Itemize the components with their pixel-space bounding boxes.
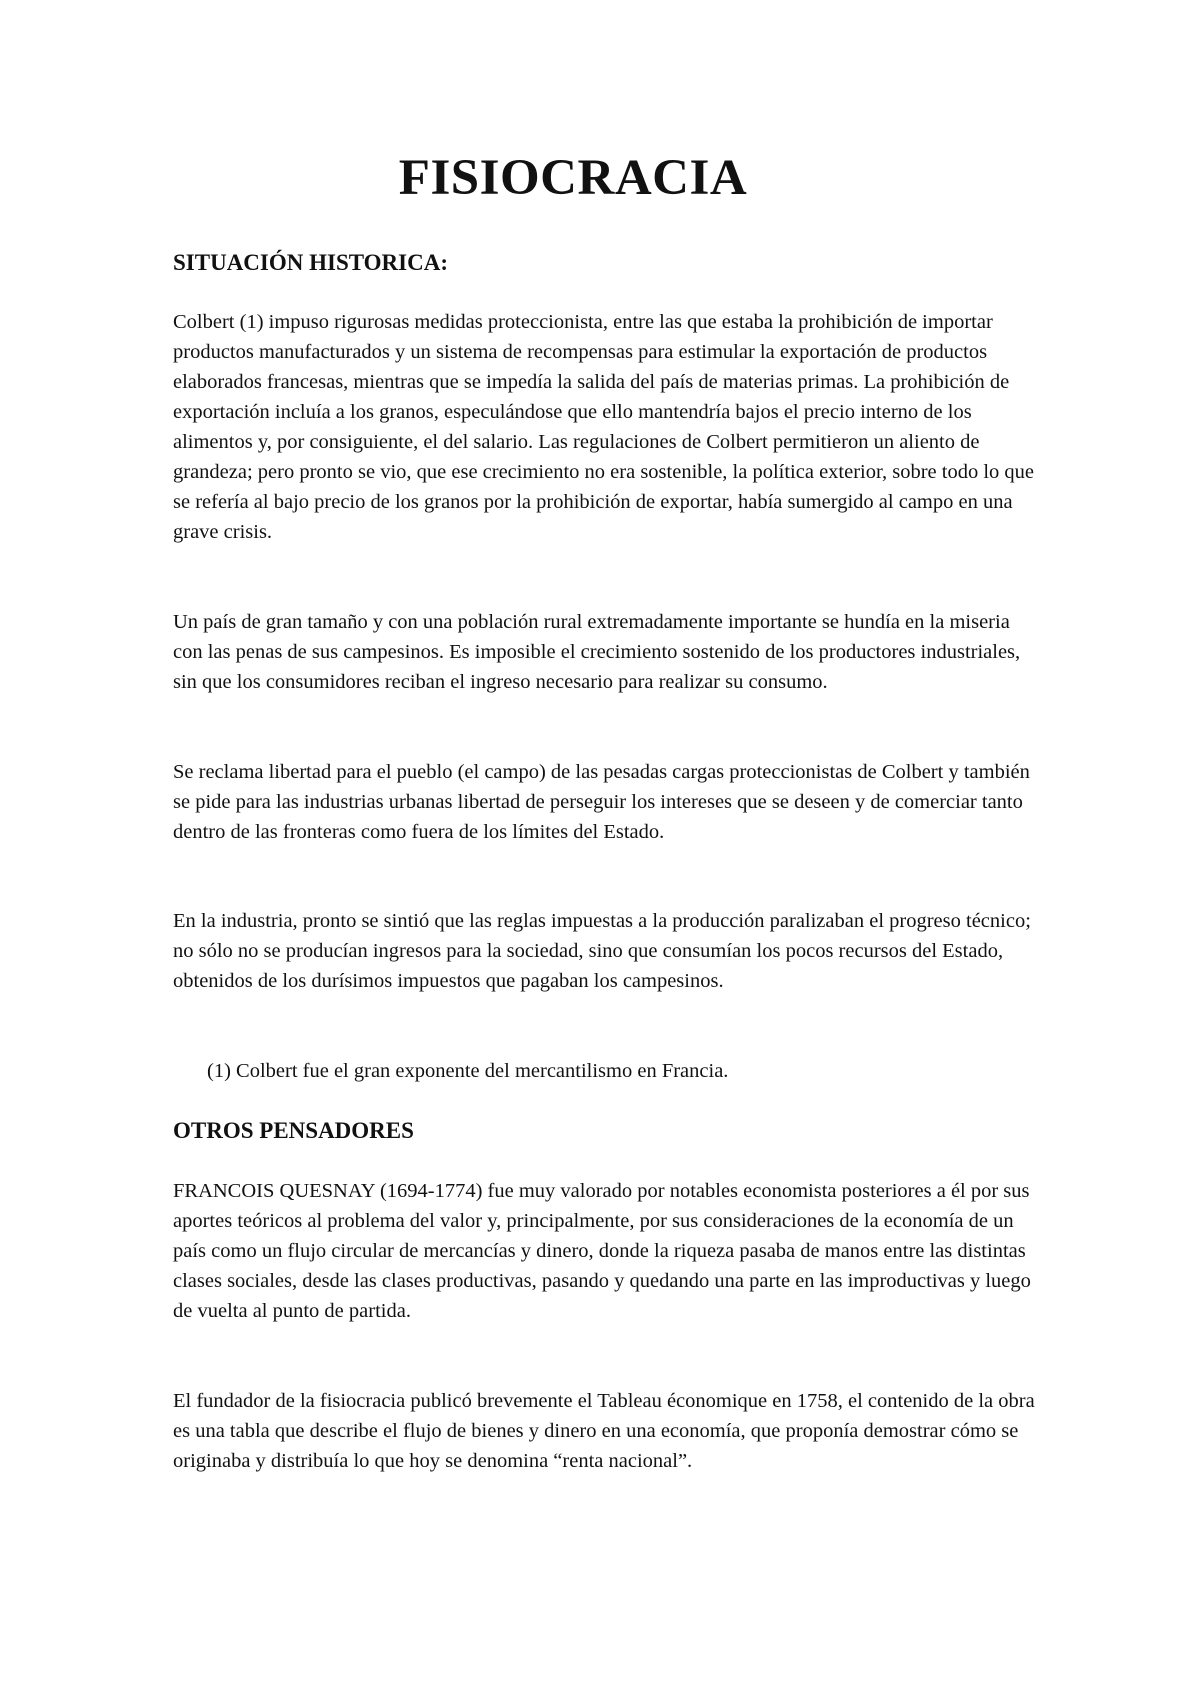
- paragraph: Se reclama libertad para el pueblo (el campo) de las pesadas cargas proteccionistas de Colbert y también se pide para las industrias urbanas libertad de perseguir los intereses que se deseen y de comerciar tanto dentro de las fronteras como fuera de los límites del Estado.: [173, 761, 1030, 843]
- paragraph: En la industria, pronto se sintió que las reglas impuestas a la producción paralizaban el progreso técnico; no sólo no se producían ingresos para la sociedad, sino que consumían los pocos recursos del Estado, obtenidos de los durísimos impuestos que pagaban los campesinos.: [173, 910, 1031, 992]
- footnote: (1) Colbert fue el gran exponente del mercantilismo en Francia.: [207, 1060, 729, 1082]
- paragraph: FRANCOIS QUESNAY (1694-1774) fue muy valorado por notables economista posteriores a él por sus aportes teóricos al problema del valor y, principalmente, por sus consideraciones de la economía de un país como un flujo circular de mercancías y dinero, donde la riqueza pasaba de manos entre las distintas clases sociales, desde las clases productivas, pasando y quedando una parte en las improductivas y luego de vuelta al punto de partida.: [173, 1180, 1031, 1322]
- document-title: FISIOCRACIA: [398, 150, 748, 206]
- paragraph: El fundador de la fisiocracia publicó brevemente el Tableau économique en 1758, el contenido de la obra es una tabla que describe el flujo de bienes y dinero en una economía, que proponía demostrar cómo se originaba y distribuía lo que hoy se denomina “renta nacional”.: [173, 1390, 1035, 1472]
- paragraph: Un país de gran tamaño y con una población rural extremadamente importante se hundía en la miseria con las penas de sus campesinos. Es imposible el crecimiento sostenido de los productores industriales, sin que los consumidores reciban el ingreso necesario para realizar su consumo.: [173, 611, 1021, 693]
- section-heading-otros-pensadores: OTROS PENSADORES: [173, 1118, 414, 1143]
- section-heading-situacion-historica: SITUACIÓN HISTORICA:: [173, 250, 449, 275]
- paragraph: Colbert (1) impuso rigurosas medidas proteccionista, entre las que estaba la prohibición de importar productos manufacturados y un sistema de recompensas para estimular la exportación de productos elaborados francesas, mientras que se impedía la salida del país de materias primas. La prohibición de exportación incluía a los granos, especulándose que ello mantendría bajos el precio interno de los alimentos y, por consiguiente, el del salario. Las regulaciones de Colbert permitieron un aliento de grandeza; pero pronto se vio, que ese crecimiento no era sostenible, la política exterior, sobre todo lo que se refería al bajo precio de los granos por la prohibición de exportar, había sumergido al campo en una grave crisis.: [173, 311, 1035, 543]
